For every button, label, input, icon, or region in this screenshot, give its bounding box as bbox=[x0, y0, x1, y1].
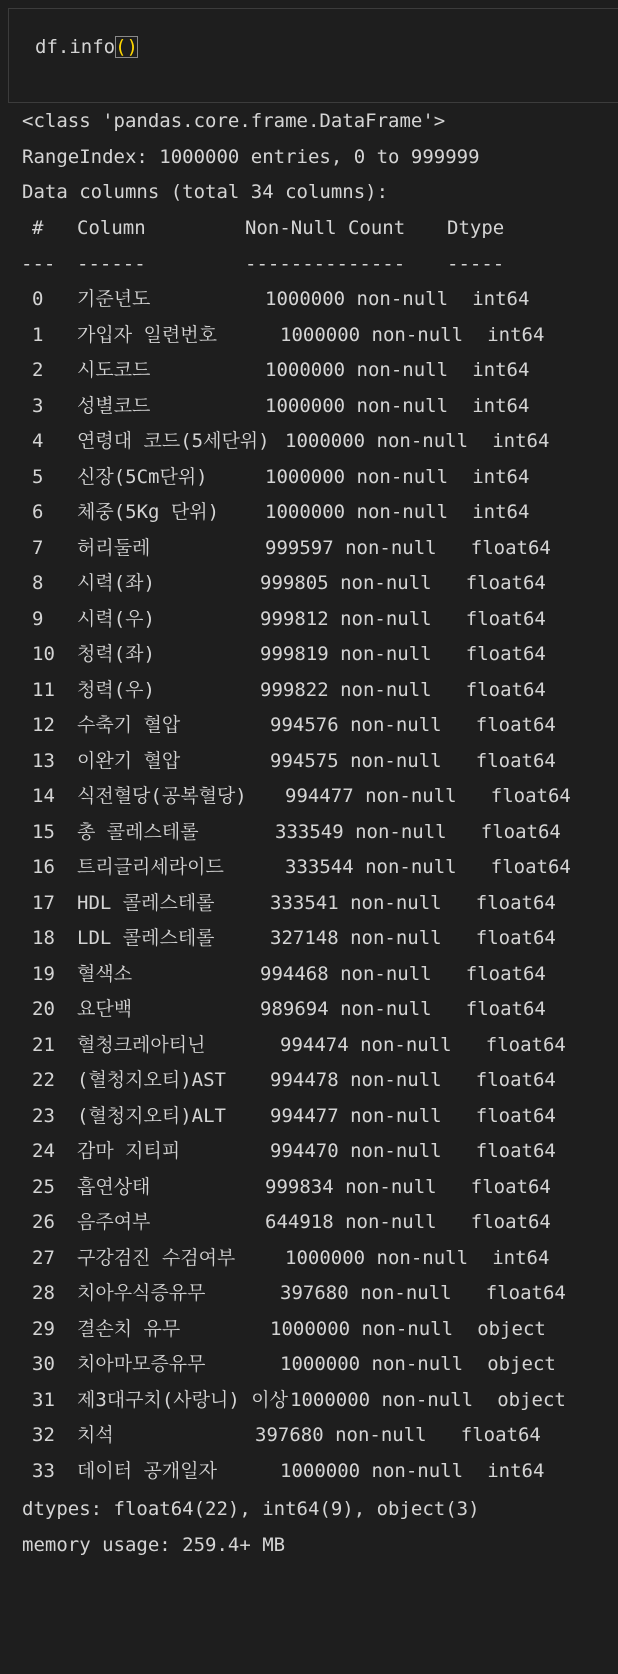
column-name: 청력(우) bbox=[77, 678, 155, 701]
column-dtype: object bbox=[487, 1353, 556, 1375]
column-name: 허리둘레 bbox=[77, 536, 151, 559]
column-name: 식전혈당(공복혈당) bbox=[77, 785, 247, 807]
table-row bbox=[0, 855, 618, 879]
column-name: 혈색소 bbox=[77, 962, 133, 985]
column-dtype: float64 bbox=[485, 1282, 566, 1304]
non-null-count: 994474 non-null bbox=[280, 1033, 452, 1056]
header-count: Non-Null Count bbox=[245, 217, 406, 239]
non-null-count: 994477 non-null bbox=[285, 785, 457, 807]
column-dtype: int64 bbox=[487, 1459, 545, 1482]
non-null-count: 1000000 non-null bbox=[280, 323, 464, 346]
column-dtype: float64 bbox=[465, 962, 546, 985]
non-null-count: 1000000 non-null bbox=[280, 1459, 464, 1482]
table-row bbox=[0, 500, 618, 524]
row-index: 11 bbox=[32, 678, 55, 701]
column-name: 체중(5Kg 단위) bbox=[77, 501, 220, 523]
non-null-count: 999597 non-null bbox=[265, 536, 437, 559]
column-dtype: int64 bbox=[492, 1246, 550, 1269]
column-name: 시력(좌) bbox=[77, 572, 155, 594]
column-name: 치아마모증유무 bbox=[77, 1353, 206, 1375]
column-name: 흡연상태 bbox=[77, 1175, 151, 1198]
class-line: <class 'pandas.core.frame.DataFrame'> bbox=[22, 110, 446, 132]
column-name: 트리글리세라이드 bbox=[77, 856, 224, 878]
column-dtype: float64 bbox=[475, 1140, 556, 1162]
table-row bbox=[0, 429, 618, 453]
table-row bbox=[0, 287, 618, 311]
row-index: 1 bbox=[32, 323, 44, 346]
row-index: 0 bbox=[32, 288, 44, 310]
column-name: 연령대 코드(5세단위) bbox=[77, 430, 270, 452]
table-row bbox=[0, 642, 618, 666]
non-null-count: 989694 non-null bbox=[260, 998, 432, 1020]
non-null-count: 994575 non-null bbox=[270, 749, 442, 772]
memory-line: memory usage: 259.4+ MB bbox=[22, 1534, 286, 1556]
table-row bbox=[0, 749, 618, 773]
separator-column: ------ bbox=[77, 253, 146, 275]
code-parens: () bbox=[115, 36, 138, 58]
row-index: 21 bbox=[32, 1033, 55, 1056]
column-name: 요단백 bbox=[77, 998, 133, 1020]
column-name: 수축기 혈압 bbox=[77, 714, 181, 736]
row-index: 33 bbox=[32, 1459, 55, 1482]
table-row bbox=[0, 1423, 618, 1447]
table-row bbox=[0, 1281, 618, 1305]
column-name: 결손치 유무 bbox=[77, 1317, 181, 1340]
row-index: 8 bbox=[32, 572, 44, 594]
column-dtype: float64 bbox=[490, 856, 571, 878]
table-row bbox=[0, 1210, 618, 1234]
column-dtype: int64 bbox=[472, 501, 530, 523]
table-row bbox=[0, 536, 618, 560]
non-null-count: 333549 non-null bbox=[275, 820, 447, 843]
row-index: 14 bbox=[32, 785, 55, 807]
table-row bbox=[0, 1104, 618, 1128]
column-name: HDL 콜레스테롤 bbox=[77, 891, 215, 914]
column-name: 데이터 공개일자 bbox=[77, 1459, 217, 1482]
row-index: 25 bbox=[32, 1175, 55, 1198]
column-dtype: int64 bbox=[472, 465, 530, 488]
column-name: 총 콜레스테롤 bbox=[77, 820, 199, 843]
row-index: 22 bbox=[32, 1069, 55, 1091]
table-row bbox=[0, 1139, 618, 1163]
row-index: 2 bbox=[32, 359, 44, 381]
table-row bbox=[0, 713, 618, 737]
column-dtype: float64 bbox=[475, 1069, 556, 1091]
column-dtype: int64 bbox=[472, 288, 530, 310]
header-column: Column bbox=[77, 217, 146, 239]
non-null-count: 327148 non-null bbox=[270, 927, 442, 949]
non-null-count: 999819 non-null bbox=[260, 643, 432, 665]
column-dtype: float64 bbox=[470, 1175, 551, 1198]
column-dtype: object bbox=[497, 1388, 566, 1411]
non-null-count: 1000000 non-null bbox=[285, 1246, 469, 1269]
column-dtype: float64 bbox=[485, 1033, 566, 1056]
column-dtype: float64 bbox=[475, 714, 556, 736]
non-null-count: 1000000 non-null bbox=[265, 501, 449, 523]
table-row bbox=[0, 1033, 618, 1057]
column-name: 치아우식증유무 bbox=[77, 1282, 206, 1304]
table-row bbox=[0, 323, 618, 347]
non-null-count: 1000000 non-null bbox=[270, 1317, 454, 1340]
table-row bbox=[0, 394, 618, 418]
column-name: 음주여부 bbox=[77, 1211, 151, 1233]
column-name: 혈청크레아티닌 bbox=[77, 1033, 206, 1056]
non-null-count: 994576 non-null bbox=[270, 714, 442, 736]
non-null-count: 999822 non-null bbox=[260, 678, 432, 701]
column-dtype: float64 bbox=[465, 572, 546, 594]
column-dtype: int64 bbox=[487, 323, 545, 346]
table-row bbox=[0, 678, 618, 702]
row-index: 17 bbox=[32, 891, 55, 914]
table-header bbox=[0, 216, 618, 240]
column-name: 제3대구치(사랑니) 이상 bbox=[77, 1388, 288, 1411]
separator-dtype: ----- bbox=[447, 253, 505, 275]
column-name: 이완기 혈압 bbox=[77, 749, 181, 772]
non-null-count: 1000000 non-null bbox=[280, 1353, 464, 1375]
column-name: 치석 bbox=[77, 1424, 114, 1446]
table-row bbox=[0, 1246, 618, 1270]
non-null-count: 1000000 non-null bbox=[285, 430, 469, 452]
header-dtype: Dtype bbox=[447, 217, 505, 239]
table-row bbox=[0, 465, 618, 489]
column-dtype: float64 bbox=[465, 678, 546, 701]
non-null-count: 1000000 non-null bbox=[265, 394, 449, 417]
table-row bbox=[0, 1388, 618, 1412]
non-null-count: 1000000 non-null bbox=[265, 359, 449, 381]
row-index: 30 bbox=[32, 1353, 55, 1375]
code-text: df.info bbox=[35, 36, 116, 58]
column-name: (혈청지오티)ALT bbox=[77, 1104, 226, 1127]
row-index: 5 bbox=[32, 465, 44, 488]
column-dtype: float64 bbox=[475, 927, 556, 949]
column-dtype: float64 bbox=[465, 607, 546, 630]
table-row bbox=[0, 891, 618, 915]
table-row bbox=[0, 1068, 618, 1092]
row-index: 19 bbox=[32, 962, 55, 985]
non-null-count: 999812 non-null bbox=[260, 607, 432, 630]
table-row bbox=[0, 1317, 618, 1341]
non-null-count: 999805 non-null bbox=[260, 572, 432, 594]
column-dtype: float64 bbox=[470, 1211, 551, 1233]
non-null-count: 644918 non-null bbox=[265, 1211, 437, 1233]
table-row bbox=[0, 926, 618, 950]
row-index: 20 bbox=[32, 998, 55, 1020]
non-null-count: 994468 non-null bbox=[260, 962, 432, 985]
column-dtype: float64 bbox=[475, 891, 556, 914]
row-index: 16 bbox=[32, 856, 55, 878]
column-name: 신장(5Cm단위) bbox=[77, 465, 208, 488]
dtypes-line: dtypes: float64(22), int64(9), object(3) bbox=[22, 1498, 480, 1520]
column-name: 가입자 일련번호 bbox=[77, 323, 217, 346]
column-name: 구강검진 수검여부 bbox=[77, 1246, 236, 1269]
row-index: 29 bbox=[32, 1317, 55, 1340]
row-index: 4 bbox=[32, 430, 44, 452]
non-null-count: 1000000 non-null bbox=[265, 288, 449, 310]
table-row bbox=[0, 820, 618, 844]
column-name: (혈청지오티)AST bbox=[77, 1069, 226, 1091]
table-row bbox=[0, 571, 618, 595]
row-index: 27 bbox=[32, 1246, 55, 1269]
column-name: 성별코드 bbox=[77, 394, 151, 417]
row-index: 7 bbox=[32, 536, 44, 559]
row-index: 23 bbox=[32, 1104, 55, 1127]
non-null-count: 999834 non-null bbox=[265, 1175, 437, 1198]
row-index: 26 bbox=[32, 1211, 55, 1233]
column-dtype: float64 bbox=[465, 643, 546, 665]
row-index: 31 bbox=[32, 1388, 55, 1411]
row-index: 24 bbox=[32, 1140, 55, 1162]
non-null-count: 397680 non-null bbox=[280, 1282, 452, 1304]
row-index: 18 bbox=[32, 927, 55, 949]
non-null-count: 1000000 non-null bbox=[290, 1388, 474, 1411]
column-name: 청력(좌) bbox=[77, 643, 155, 665]
column-dtype: float64 bbox=[475, 749, 556, 772]
data-columns-line: Data columns (total 34 columns): bbox=[22, 181, 389, 203]
table-row bbox=[0, 784, 618, 808]
non-null-count: 994470 non-null bbox=[270, 1140, 442, 1162]
row-index: 28 bbox=[32, 1282, 55, 1304]
row-index: 32 bbox=[32, 1424, 55, 1446]
non-null-count: 333541 non-null bbox=[270, 891, 442, 914]
separator-count: -------------- bbox=[245, 253, 406, 275]
table-separator bbox=[0, 252, 618, 276]
row-index: 13 bbox=[32, 749, 55, 772]
non-null-count: 1000000 non-null bbox=[265, 465, 449, 488]
column-dtype: float64 bbox=[460, 1424, 541, 1446]
table-row bbox=[0, 962, 618, 986]
column-name: 시력(우) bbox=[77, 607, 155, 630]
row-index: 3 bbox=[32, 394, 44, 417]
row-index: 10 bbox=[32, 643, 55, 665]
range-index-line: RangeIndex: 1000000 entries, 0 to 999999 bbox=[22, 146, 480, 168]
row-index: 6 bbox=[32, 501, 44, 523]
row-index: 9 bbox=[32, 607, 44, 630]
table-row bbox=[0, 1352, 618, 1376]
row-index: 15 bbox=[32, 820, 55, 843]
non-null-count: 397680 non-null bbox=[255, 1424, 427, 1446]
column-dtype: float64 bbox=[470, 536, 551, 559]
table-row bbox=[0, 1175, 618, 1199]
column-dtype: int64 bbox=[492, 430, 550, 452]
column-name: 감마 지티피 bbox=[77, 1140, 181, 1162]
column-dtype: int64 bbox=[472, 394, 530, 417]
code-line[interactable] bbox=[35, 35, 138, 59]
row-index: 12 bbox=[32, 714, 55, 736]
column-dtype: float64 bbox=[490, 785, 571, 807]
non-null-count: 994477 non-null bbox=[270, 1104, 442, 1127]
table-row bbox=[0, 1459, 618, 1483]
table-row bbox=[0, 997, 618, 1021]
column-name: 시도코드 bbox=[77, 359, 151, 381]
column-dtype: float64 bbox=[480, 820, 561, 843]
column-dtype: object bbox=[477, 1317, 546, 1340]
table-row bbox=[0, 607, 618, 631]
column-dtype: float64 bbox=[475, 1104, 556, 1127]
non-null-count: 333544 non-null bbox=[285, 856, 457, 878]
separator-num: --- bbox=[21, 253, 56, 275]
column-dtype: int64 bbox=[472, 359, 530, 381]
non-null-count: 994478 non-null bbox=[270, 1069, 442, 1091]
column-name: LDL 콜레스테롤 bbox=[77, 927, 215, 949]
column-dtype: float64 bbox=[465, 998, 546, 1020]
header-num: # bbox=[32, 217, 44, 239]
table-row bbox=[0, 358, 618, 382]
column-name: 기준년도 bbox=[77, 288, 151, 310]
code-cell-input[interactable] bbox=[8, 8, 618, 103]
